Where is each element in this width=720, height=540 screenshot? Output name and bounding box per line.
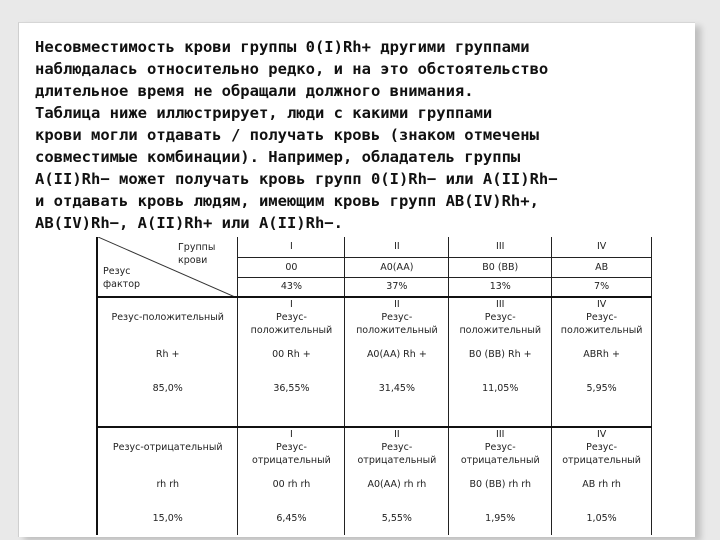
corner-label-rhesus: Резус фактор bbox=[103, 266, 141, 290]
positive-group-number: III bbox=[496, 299, 505, 310]
paragraph-line: длительное время не обращали должного внимания. bbox=[35, 82, 474, 100]
paragraph-line: совместимые комбинации). Например, обладатель группы bbox=[35, 148, 521, 166]
negative-share: 5,55% bbox=[345, 501, 449, 535]
positive-group-number: I bbox=[290, 299, 293, 310]
paragraph-line: AB(IV)Rh−, A(II)Rh+ или A(II)Rh−. bbox=[35, 214, 343, 232]
positive-genotype: 00 Rh + bbox=[238, 337, 345, 371]
negative-group-text: Резус-отрицательный bbox=[357, 442, 437, 466]
positive-group-text: Резус-положительный bbox=[356, 312, 438, 336]
positive-group-text: Резус-положительный bbox=[560, 312, 643, 336]
paragraph-line: и отдавать кровь людям, имеющим кровь групп AB(IV)Rh+, bbox=[35, 192, 539, 210]
paragraph-line: A(II)Rh− может получать кровь групп 0(I)Rh− или A(II)Rh− bbox=[35, 170, 558, 188]
positive-group-label bbox=[449, 297, 552, 337]
genotype-header: 00 bbox=[238, 257, 345, 277]
positive-group-label bbox=[238, 297, 345, 337]
genotype-header: A0(AA) bbox=[345, 257, 449, 277]
positive-share: 11,05% bbox=[449, 371, 552, 405]
positive-share: 31,45% bbox=[345, 371, 449, 405]
negative-group-text: Резус-отрицательный bbox=[252, 442, 331, 466]
negative-group-label bbox=[345, 427, 449, 467]
group-share: 37% bbox=[345, 277, 449, 297]
rh-positive-genotype-label: Rh + bbox=[97, 337, 238, 371]
positive-genotype: ABRh + bbox=[552, 337, 652, 371]
paragraph-line: Несовместимость крови группы 0(I)Rh+ другими группами bbox=[35, 38, 530, 56]
negative-group-label bbox=[552, 427, 652, 467]
negative-genotype: AB rh rh bbox=[552, 467, 652, 501]
negative-group-label bbox=[238, 427, 345, 467]
positive-group-number: IV bbox=[596, 299, 607, 310]
negative-group-text: Резус-отрицательный bbox=[460, 442, 540, 466]
negative-group-number: II bbox=[394, 429, 400, 440]
group-header: III bbox=[449, 237, 552, 257]
negative-share: 1,95% bbox=[449, 501, 552, 535]
blood-group-table bbox=[96, 237, 652, 535]
genotype-header: B0 (BB) bbox=[449, 257, 552, 277]
group-header: II bbox=[345, 237, 449, 257]
negative-group-text: Резус-отрицательный bbox=[562, 442, 641, 466]
paragraph-line: крови могли отдавать / получать кровь (знаком отмечены bbox=[35, 126, 539, 144]
group-header: I bbox=[238, 237, 345, 257]
positive-genotype: A0(AA) Rh + bbox=[345, 337, 449, 371]
negative-group-number: IV bbox=[596, 429, 607, 440]
group-header: IV bbox=[552, 237, 652, 257]
positive-genotype: B0 (BB) Rh + bbox=[449, 337, 552, 371]
group-share: 43% bbox=[238, 277, 345, 297]
negative-genotype: 00 rh rh bbox=[238, 467, 345, 501]
negative-group-number: I bbox=[290, 429, 293, 440]
negative-group-number: III bbox=[496, 429, 505, 440]
group-share: 7% bbox=[552, 277, 652, 297]
rh-positive-label: Резус-положительный bbox=[97, 297, 238, 337]
negative-share: 6,45% bbox=[238, 501, 345, 535]
positive-group-label bbox=[552, 297, 652, 337]
positive-group-text: Резус-положительный bbox=[459, 312, 542, 336]
positive-group-label bbox=[345, 297, 449, 337]
intro-paragraph bbox=[35, 36, 685, 234]
genotype-header: AB bbox=[552, 257, 652, 277]
corner-cell bbox=[97, 237, 238, 297]
negative-group-label bbox=[449, 427, 552, 467]
rh-negative-genotype-label: rh rh bbox=[97, 467, 238, 501]
rh-negative-total: 15,0% bbox=[97, 501, 238, 535]
negative-genotype: B0 (BB) rh rh bbox=[449, 467, 552, 501]
rh-negative-label: Резус-отрицательный bbox=[97, 427, 238, 467]
paragraph-line: Таблица ниже иллюстрирует, люди с какими группами bbox=[35, 104, 493, 122]
negative-share: 1,05% bbox=[552, 501, 652, 535]
positive-group-text: Резус-положительный bbox=[250, 312, 333, 336]
rh-positive-total: 85,0% bbox=[97, 371, 238, 405]
negative-genotype: A0(AA) rh rh bbox=[345, 467, 449, 501]
group-share: 13% bbox=[449, 277, 552, 297]
positive-share: 36,55% bbox=[238, 371, 345, 405]
positive-share: 5,95% bbox=[552, 371, 652, 405]
corner-label-groups: Группы крови bbox=[178, 242, 216, 266]
slide bbox=[18, 22, 695, 537]
paragraph-line: наблюдалась относительно редко, и на это обстоятельство bbox=[35, 60, 549, 78]
positive-group-number: II bbox=[394, 299, 400, 310]
